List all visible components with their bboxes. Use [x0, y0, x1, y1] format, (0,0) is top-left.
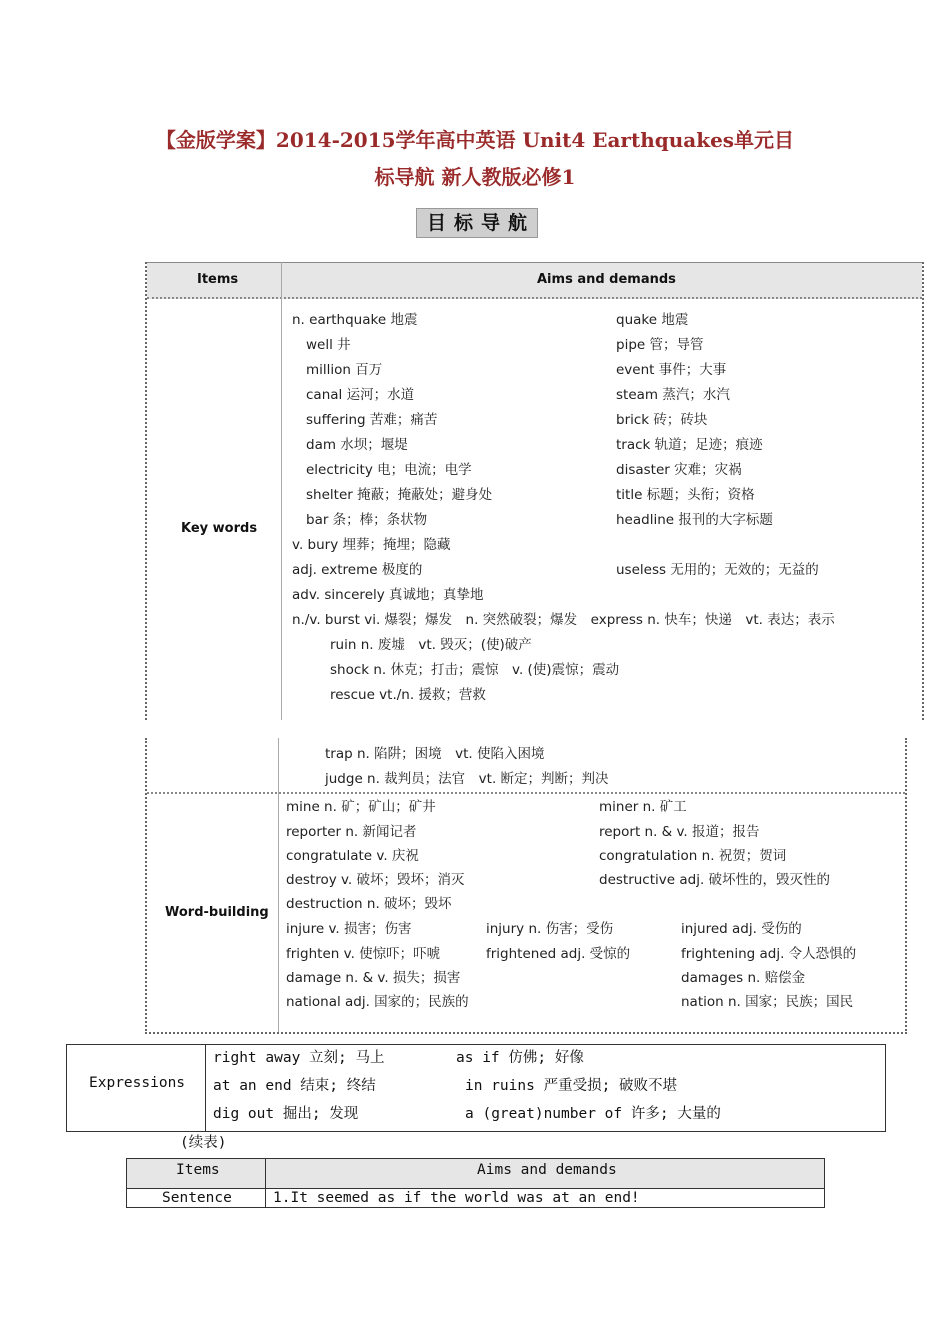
wb-cell: frightened adj. 受惊的: [486, 946, 631, 962]
table-header-row: [147, 262, 922, 299]
kw-line: rescue vt./n. 援救；营救: [330, 687, 486, 703]
kw-line: adj. extreme 极度的: [292, 562, 423, 578]
kw-line: well 井: [306, 337, 351, 353]
aims-table-keywords: [145, 262, 924, 720]
table-header-row: [127, 1159, 824, 1189]
kw-line: n. earthquake 地震: [292, 312, 418, 328]
aims-table-word-building: [145, 738, 907, 1034]
kw-line: electricity 电；电流；电学: [306, 462, 472, 478]
expression-item: as if 仿佛; 好像: [456, 1050, 584, 1066]
kw-line: shock n. 休克；打击；震惊 v. (使)震惊；震动: [330, 662, 620, 678]
row-label-expressions: Expressions: [89, 1075, 186, 1091]
expression-item: in ruins 严重受损; 破败不堪: [465, 1078, 678, 1094]
kw-line: brick 砖；砖块: [616, 412, 708, 428]
wb-cell: frightening adj. 令人恐惧的: [681, 946, 857, 962]
wb-cell: destroy v. 破坏；毁坏；消灭: [286, 872, 465, 888]
wb-cell: injured adj. 受伤的: [681, 921, 802, 937]
kw-line: million 百万: [306, 362, 383, 378]
wb-cell: destruction n. 破坏；毁坏: [286, 896, 452, 912]
wb-cell: nation n. 国家；民族；国民: [681, 994, 854, 1010]
row-divider: [147, 792, 905, 794]
kw-line: n./v. burst vi. 爆裂；爆发 n. 突然破裂；爆发 express n. 快车；快递 vt. 表达；表示: [292, 612, 835, 628]
expression-item: at an end 结束; 终结: [213, 1078, 376, 1094]
section-heading: 目标导航: [416, 208, 538, 238]
wb-cell: congratulation n. 祝贺；贺词: [599, 848, 787, 864]
wb-cell: damages n. 赔偿金: [681, 970, 806, 986]
expression-item: dig out 掘出; 发现: [213, 1106, 359, 1122]
kw-line: quake 地震: [616, 312, 689, 328]
row-label-key-words: Key words: [181, 521, 258, 536]
wb-cell: injury n. 伤害；受伤: [486, 921, 614, 937]
kw-line: v. bury 埋葬；掩埋；隐藏: [292, 537, 451, 553]
wb-cell: destructive adj. 破坏性的，毁灭性的: [599, 872, 831, 888]
header-aims: Aims and demands: [477, 1162, 617, 1178]
wb-cell: reporter n. 新闻记者: [286, 824, 417, 840]
wb-cell: congratulate v. 庆祝: [286, 848, 419, 864]
sentence-table: [126, 1158, 825, 1208]
wb-cell: mine n. 矿；矿山；矿井: [286, 799, 436, 815]
kw-line: canal 运河；水道: [306, 387, 415, 403]
wb-cell: miner n. 矿工: [599, 799, 687, 815]
kw-line: useless 无用的；无效的；无益的: [616, 562, 819, 578]
kw-line: track 轨道；足迹；痕迹: [616, 437, 763, 453]
wb-cell: injure v. 损害；伤害: [286, 921, 412, 937]
kw-line: dam 水坝；堰堤: [306, 437, 408, 453]
row-label-sentence: Sentence: [162, 1190, 232, 1206]
continued-note: (续表): [180, 1135, 227, 1151]
header-aims: Aims and demands: [537, 272, 676, 287]
row-label-word-building: Word-building: [165, 905, 269, 920]
kw-line: suffering 苦难；痛苦: [306, 412, 438, 428]
kw-line: ruin n. 废墟 vt. 毁灭；(使)破产: [330, 637, 532, 653]
wb-cell: damage n. & v. 损失；损害: [286, 970, 461, 986]
wb-cell: national adj. 国家的；民族的: [286, 994, 469, 1010]
document-title-line1: 【金版学案】2014-2015学年高中英语 Unit4 Earthquakes单元目: [155, 128, 795, 152]
expressions-table: [66, 1044, 886, 1132]
kw-line: headline 报刊的大字标题: [616, 512, 773, 528]
kw-line: shelter 掩蔽；掩蔽处；避身处: [306, 487, 493, 503]
kw-line: adv. sincerely 真诚地；真挚地: [292, 587, 484, 603]
kw-line: event 事件；大事: [616, 362, 727, 378]
kw-line: pipe 管；导管: [616, 337, 704, 353]
document-title-line2: 标导航 新人教版必修1: [374, 165, 576, 189]
kw-continued-line: judge n. 裁判员；法官 vt. 断定；判断；判决: [325, 771, 609, 787]
expression-item: right away 立刻; 马上: [213, 1050, 385, 1066]
kw-line: bar 条；棒；条状物: [306, 512, 428, 528]
header-items: Items: [176, 1162, 220, 1178]
kw-line: steam 蒸汽；水汽: [616, 387, 730, 403]
header-items: Items: [197, 272, 239, 287]
wb-cell: frighten v. 使惊吓；吓唬: [286, 946, 441, 962]
kw-line: title 标题；头衔；资格: [616, 487, 755, 503]
sentence-text: 1.It seemed as if the world was at an end!: [273, 1190, 640, 1206]
column-divider: [278, 738, 279, 1032]
kw-line: disaster 灾难；灾祸: [616, 462, 742, 478]
column-divider: [265, 1159, 266, 1207]
wb-cell: report n. & v. 报道；报告: [599, 824, 760, 840]
column-divider: [205, 1045, 206, 1131]
column-divider: [281, 262, 282, 720]
kw-continued-line: trap n. 陷阱；困境 vt. 使陷入困境: [325, 746, 545, 762]
expression-item: a (great)number of 许多; 大量的: [465, 1106, 721, 1122]
